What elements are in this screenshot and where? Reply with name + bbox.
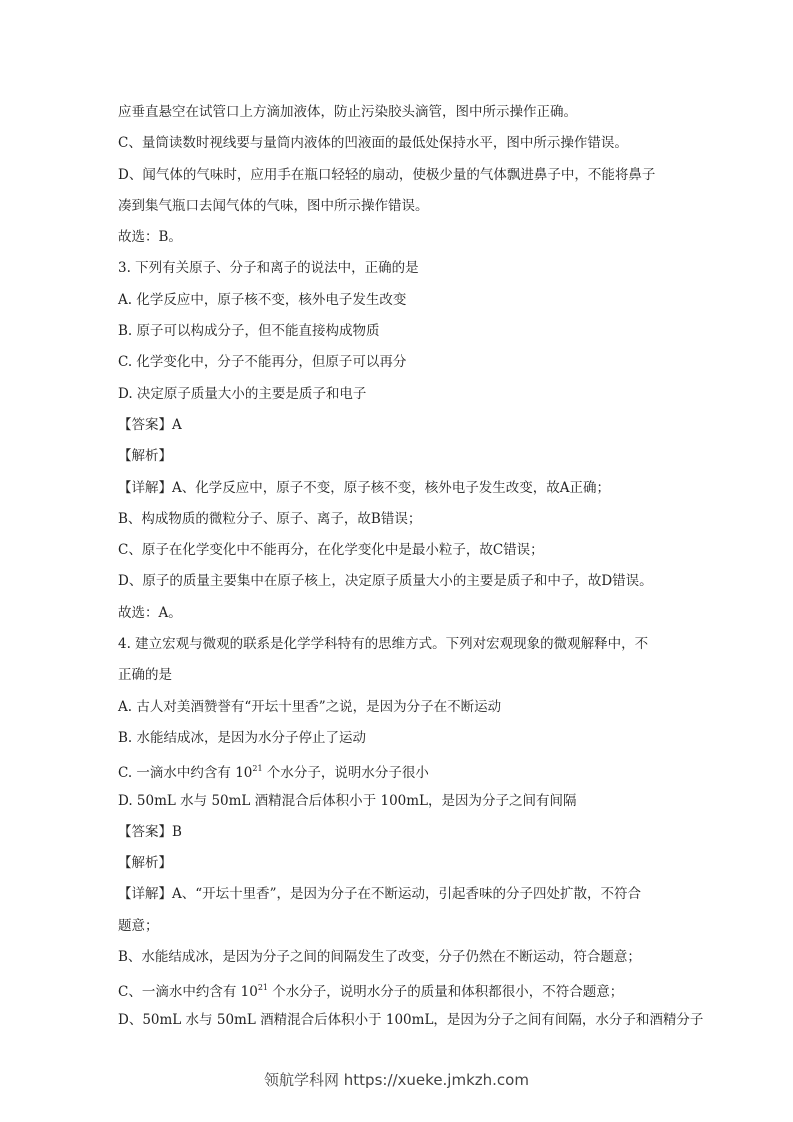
option-d: D. 50mL 水与 50mL 酒精混合后体积小于 100mL，是因为分子之间有间隔 [118,792,577,809]
text-line: 故选：B。 [118,229,182,246]
option-d: D. 决定原子质量大小的主要是质子和电子 [118,385,367,402]
option-b: B. 水能结成冰，是因为水分子停止了运动 [118,729,367,746]
text-line: D、闻气体的气味时，应用手在瓶口轻轻的扇动，使极少量的气体飘进鼻子中，不能将鼻子 [118,166,656,183]
option-c [118,757,688,788]
text: 个水分子，说明水分子的质量和体积都很小，不符合题意； [268,984,624,1001]
text-line: 正确的是 [118,667,172,684]
question-4: 4. 建立宏观与微观的联系是化学学科特有的思维方式。下列对宏观现象的微观解释中，不 [118,636,649,653]
option-a: A. 化学反应中，原子核不变，核外电子发生改变 [118,291,407,308]
text-line: 故选：A。 [118,604,182,621]
text: 个水分子，说明水分子很小 [262,765,429,782]
text-line: 凑到集气瓶口去闻气体的气味，图中所示操作错误。 [118,197,429,214]
question-3: 3. 下列有关原子、分子和离子的说法中，正确的是 [118,260,419,277]
footer-watermark: 领航学科网 https://xueke.jmkzh.com [264,1071,529,1089]
text-line: 【详解】A、化学反应中，原子不变，原子核不变，核外电子发生改变，故A正确； [118,479,610,496]
text-line: D、50mL 水与 50mL 酒精混合后体积小于 100mL，是因为分子之间有间隔，水分子和酒精分子 [118,1011,704,1028]
text-line: 【详解】A、“开坛十里香”，是因为分子在不断运动，引起香味的分子四处扩散，不符合 [118,886,642,903]
option-b: B. 原子可以构成分子，但不能直接构成物质 [118,323,380,340]
text-line: B、构成物质的微粒分子、原子、离子，故B错误； [118,510,422,527]
document-body [118,100,704,1039]
text-line: D、原子的质量主要集中在原子核上，决定原子质量大小的主要是质子和中子，故D错误。 [118,573,653,590]
analysis-heading: 【解析】 [118,855,172,872]
answer: 【答案】A [118,416,182,433]
exponent: 21 [252,764,263,774]
text: C、一滴水中约含有 10 [118,984,258,1001]
option-c: C. 化学变化中，分子不能再分，但原子可以再分 [118,354,407,371]
exponent: 21 [257,983,268,993]
text-line: 应垂直悬空在试管口上方滴加液体，防止污染胶头滴管，图中所示操作正确。 [118,104,577,120]
text-line: C、原子在化学变化中不能再分，在化学变化中是最小粒子，故C错误； [118,542,544,559]
answer: 【答案】B [118,823,182,840]
text-line [118,976,688,1007]
text-line: B、水能结成冰，是因为分子之间的间隔发生了改变，分子仍然在不断运动，符合题意； [118,949,641,966]
text-line: C、量筒读数时视线要与量筒内液体的凹液面的最低处保持水平，图中所示操作错误。 [118,135,628,152]
text: C. 一滴水中约含有 10 [118,765,253,782]
option-a: A. 古人对美酒赞誉有“开坛十里香”之说，是因为分子在不断运动 [118,698,502,715]
text-line: 题意； [118,917,159,934]
analysis-heading: 【解析】 [118,448,172,465]
